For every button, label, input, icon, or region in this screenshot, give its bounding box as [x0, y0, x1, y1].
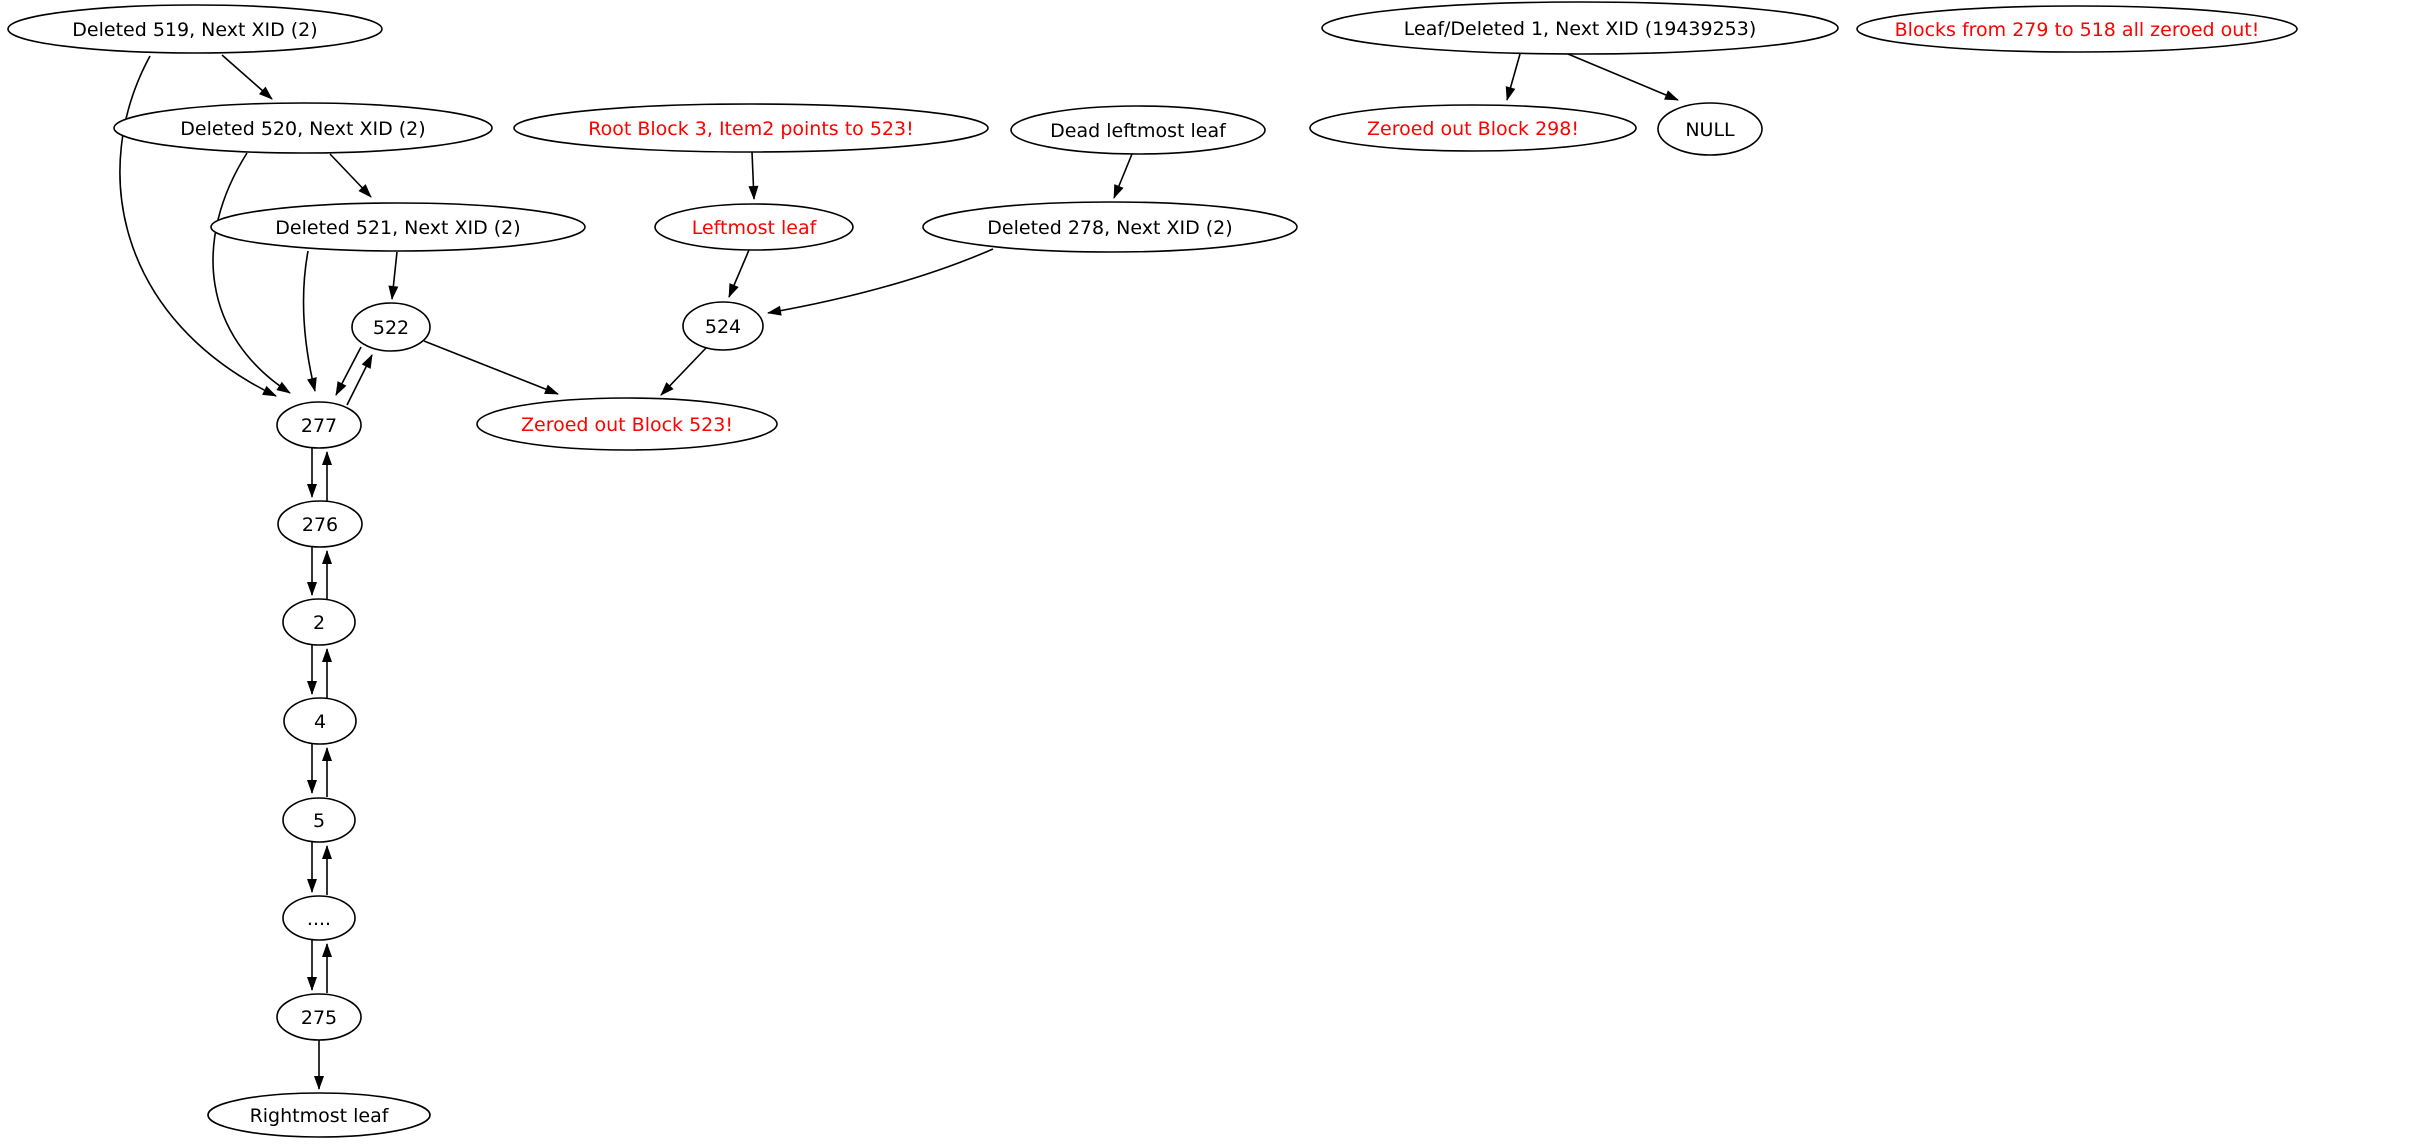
- node-deleted-521: [211, 203, 585, 251]
- node-leaf-deleted-1: [1322, 2, 1838, 54]
- edge-leafdeleted1-null: [1568, 54, 1678, 100]
- node-label: 524: [704, 316, 742, 338]
- node-block-524: [683, 302, 763, 350]
- node-label: NULL: [1685, 119, 1735, 141]
- node-block-277: [277, 402, 361, 448]
- node-block-5: [283, 798, 355, 842]
- node-label: Root Block 3, Item2 points to 523!: [588, 118, 914, 140]
- node-block-4: [284, 698, 356, 744]
- node-block-276: [278, 501, 362, 547]
- edge-deadleftmost-deleted278: [1114, 154, 1132, 198]
- node-label: 5: [312, 810, 326, 832]
- node-label: 2: [312, 612, 326, 634]
- node-label: Leaf/Deleted 1, Next XID (19439253): [1403, 18, 1757, 40]
- edge-deleted519-deleted520: [222, 55, 272, 99]
- edge-block277-block522: [347, 355, 372, 405]
- edge-block524-zeroed523: [661, 348, 706, 395]
- node-deleted-519: [8, 5, 382, 53]
- node-label: Deleted 278, Next XID (2): [987, 217, 1233, 239]
- node-block-275: [277, 994, 361, 1040]
- edge-block522-block277: [336, 347, 361, 395]
- node-label: Deleted 521, Next XID (2): [275, 217, 521, 239]
- node-ellipsis: [283, 896, 355, 940]
- node-rightmost-leaf: [208, 1093, 430, 1137]
- edge-deleted520-block277: [213, 153, 290, 393]
- edge-leftmostleaf-block524: [729, 250, 749, 297]
- node-zeroed-279-518: [1857, 6, 2297, 52]
- node-null: [1658, 103, 1762, 155]
- node-leftmost-leaf: [655, 204, 853, 250]
- node-block-522: [352, 303, 430, 351]
- node-label: Zeroed out Block 298!: [1367, 118, 1579, 140]
- node-block-2: [283, 599, 355, 645]
- node-label: Deleted 520, Next XID (2): [180, 118, 426, 140]
- edge-deleted278-block524: [768, 249, 993, 313]
- node-label: Leftmost leaf: [691, 217, 817, 239]
- node-zeroed-298: [1310, 105, 1636, 151]
- node-label: 522: [372, 317, 410, 339]
- node-deleted-278: [923, 202, 1297, 252]
- edge-deleted521-block277: [304, 251, 315, 391]
- edge-leafdeleted1-zeroed298: [1507, 54, 1520, 100]
- node-root-block-3: [514, 104, 988, 152]
- node-label: 277: [300, 415, 338, 437]
- node-label: 4: [313, 711, 327, 733]
- node-label: Deleted 519, Next XID (2): [72, 19, 318, 41]
- edge-deleted521-block522: [392, 252, 397, 299]
- node-label: Blocks from 279 to 518 all zeroed out!: [1894, 19, 2260, 41]
- node-label: ....: [306, 908, 332, 930]
- node-label: Zeroed out Block 523!: [521, 414, 733, 436]
- node-dead-leftmost-leaf: [1011, 106, 1265, 154]
- edge-deleted520-deleted521: [330, 154, 371, 197]
- edge-rootblock3-leftmostleaf: [752, 152, 754, 199]
- node-deleted-520: [114, 103, 492, 153]
- node-label: 276: [301, 514, 339, 536]
- node-label: 275: [300, 1007, 338, 1029]
- edge-block522-zeroed523: [424, 341, 558, 394]
- node-zeroed-523: [477, 398, 777, 450]
- node-label: Rightmost leaf: [249, 1105, 389, 1127]
- node-label: Dead leftmost leaf: [1050, 120, 1226, 142]
